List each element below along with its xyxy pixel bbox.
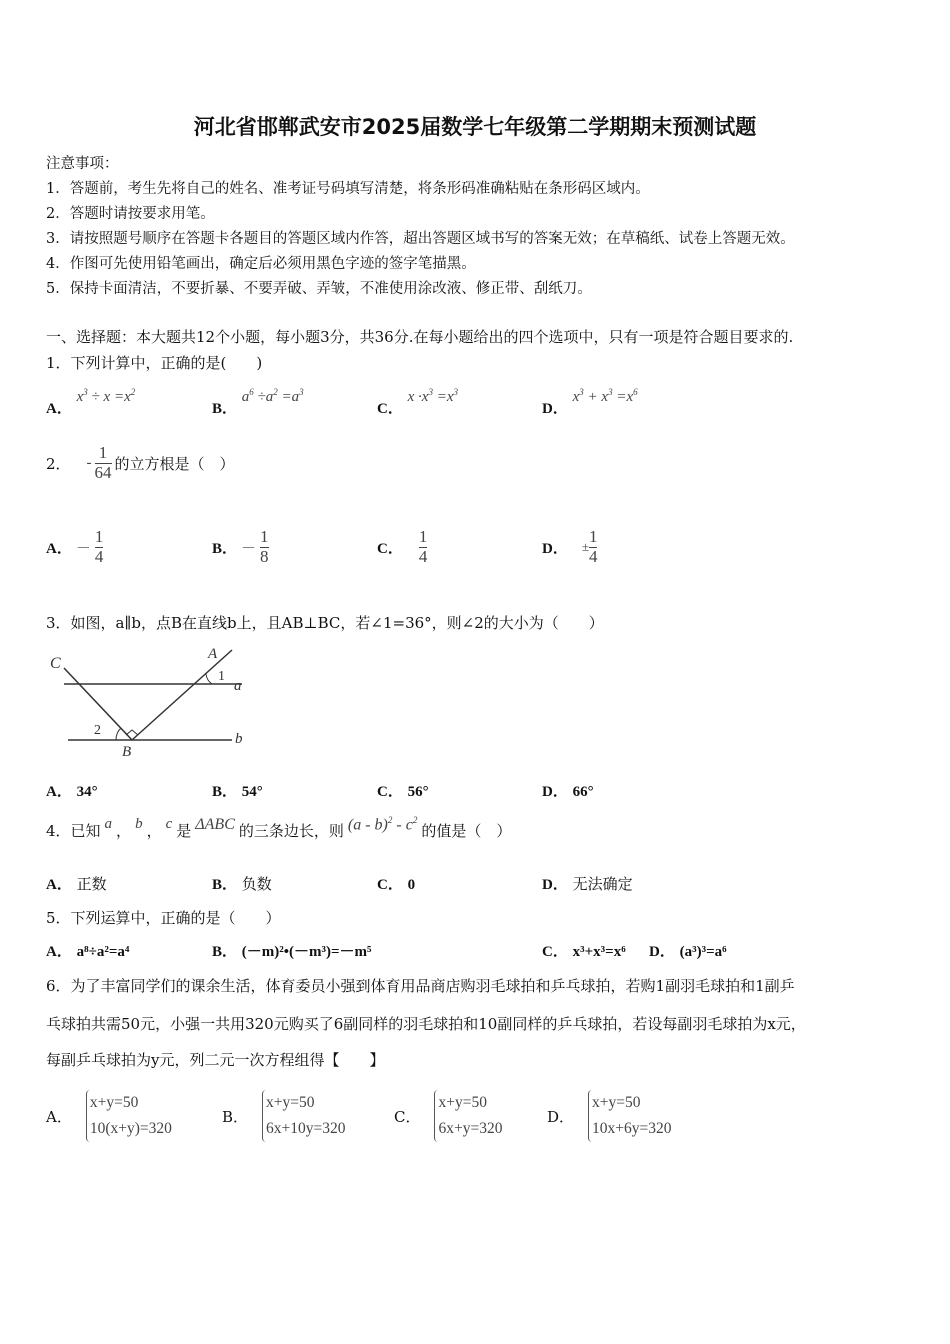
question-4-option-b: B． 负数 bbox=[212, 875, 272, 893]
question-6-line: 每副乒乓球拍为y元，列二元一次方程组得【 】 bbox=[46, 1051, 385, 1069]
question-6-option-a: A． x+y=50 10(x+y)=320 bbox=[46, 1090, 172, 1142]
question-6-option-c: C． x+y=50 6x+y=320 bbox=[394, 1090, 502, 1142]
label-angle-1: 1 bbox=[218, 669, 225, 684]
section-heading: 一、选择题：本大题共12个小题，每小题3分，共36分.在每小题给出的四个选项中，只有一项是符合题目要求的. bbox=[46, 328, 794, 346]
notes-heading: 注意事项： bbox=[46, 156, 119, 172]
question-3-option-a: A． 34° bbox=[46, 784, 98, 800]
question-4-option-a: A． 正数 bbox=[46, 875, 107, 893]
question-6-line: 乓球拍共需50元，小强一共用320元购买了6副同样的羽毛球拍和10副同样的乒乓球拍，若设每副羽毛球拍为x元， bbox=[46, 1015, 806, 1033]
segment-ba bbox=[132, 650, 232, 740]
question-1-option-a: A． $x^3 \div x =x^2$ bbox=[46, 387, 136, 417]
question-2-stem: 2． - $\frac{1}{64}$ 的立方根是（ ） bbox=[46, 443, 235, 482]
note-item: 3．请按照题号顺序在答题卡各题目的答题区域内作答，超出答题区域书写的答案无效；在草稿纸、试卷上答题无效。 bbox=[46, 231, 795, 247]
question-6-line: 6．为了丰富同学们的课余生活，体育委员小强到体育用品商店购羽毛球拍和乒乓球拍，若购1副羽毛球拍和1副乒 bbox=[46, 977, 795, 995]
label-line-b: b bbox=[235, 731, 243, 747]
question-1-stem: 1．下列计算中，正确的是( ) bbox=[46, 354, 263, 372]
question-4-option-c: C． 0 bbox=[377, 877, 416, 893]
question-2-option-a: A． － $\frac{1}{4}$ bbox=[46, 527, 104, 566]
question-1-option-b: B． $a^6 \div a^2 =a^3$ bbox=[212, 387, 304, 417]
label-line-a: a bbox=[234, 678, 242, 694]
question-3-option-b: B． 54° bbox=[212, 784, 263, 800]
question-5-option-d: D． (a³)³=a⁶ bbox=[649, 944, 727, 960]
page-title: 河北省邯郸武安市2025届数学七年级第二学期期末预测试题 bbox=[193, 115, 757, 139]
question-2-option-d: D． ± $\frac{1}{4}$ bbox=[542, 527, 598, 566]
label-a-point: A bbox=[208, 646, 218, 662]
question-3-option-c: C． 56° bbox=[377, 784, 429, 800]
question-5-option-b: B． (－m)²•(－m³)=－m⁵ bbox=[212, 944, 372, 960]
label-b-point: B bbox=[122, 744, 132, 760]
question-6-option-b: B． x+y=50 6x+10y=320 bbox=[222, 1090, 346, 1142]
question-1-option-d: D． $x^3 + x^3 =x^6$ bbox=[542, 387, 638, 417]
label-c: C bbox=[50, 655, 61, 672]
question-2-option-c: C． $\frac{1}{4}$ bbox=[377, 527, 428, 566]
note-item: 2．答题时请按要求用笔。 bbox=[46, 206, 215, 222]
note-item: 4．作图可先使用铅笔画出，确定后必须用黑色字迹的签字笔描黑。 bbox=[46, 256, 476, 272]
question-4-stem: 4．已知 a ， b ， c 是 ΔABC 的三条边长，则 $(a - b)^2 - c^2$ 的值是（ ） bbox=[46, 814, 512, 840]
angle-1-arc bbox=[206, 674, 212, 684]
question-3-option-d: D． 66° bbox=[542, 784, 594, 800]
question-6-option-d: D． x+y=50 10x+6y=320 bbox=[547, 1090, 672, 1142]
note-item: 1．答题前，考生先将自己的姓名、准考证号码填写清楚，将条形码准确粘贴在条形码区域内。 bbox=[46, 181, 650, 197]
right-angle-mark bbox=[126, 730, 138, 735]
question-5-option-a: A． a⁸÷a²=a⁴ bbox=[46, 944, 130, 960]
parallel-lines-figure bbox=[46, 642, 248, 760]
label-angle-2: 2 bbox=[94, 723, 101, 738]
angle-2-arc bbox=[116, 728, 121, 740]
question-5-stem: 5．下列运算中，正确的是（ ） bbox=[46, 909, 281, 927]
question-2-option-b: B． － $\frac{1}{8}$ bbox=[212, 527, 269, 566]
note-item: 5．保持卡面清洁，不要折暴、不要弄破、弄皱，不准使用涂改液、修正带、刮纸刀。 bbox=[46, 281, 592, 297]
question-5-option-c: C． x³+x³=x⁶ bbox=[542, 944, 626, 960]
question-4-option-d: D． 无法确定 bbox=[542, 875, 633, 893]
question-3-stem: 3．如图，a∥b，点B在直线b上，且AB⊥BC，若∠1=36°，则∠2的大小为（ ） bbox=[46, 614, 604, 632]
question-1-option-c: C． $x \cdot x^3 =x^3$ bbox=[377, 387, 459, 417]
